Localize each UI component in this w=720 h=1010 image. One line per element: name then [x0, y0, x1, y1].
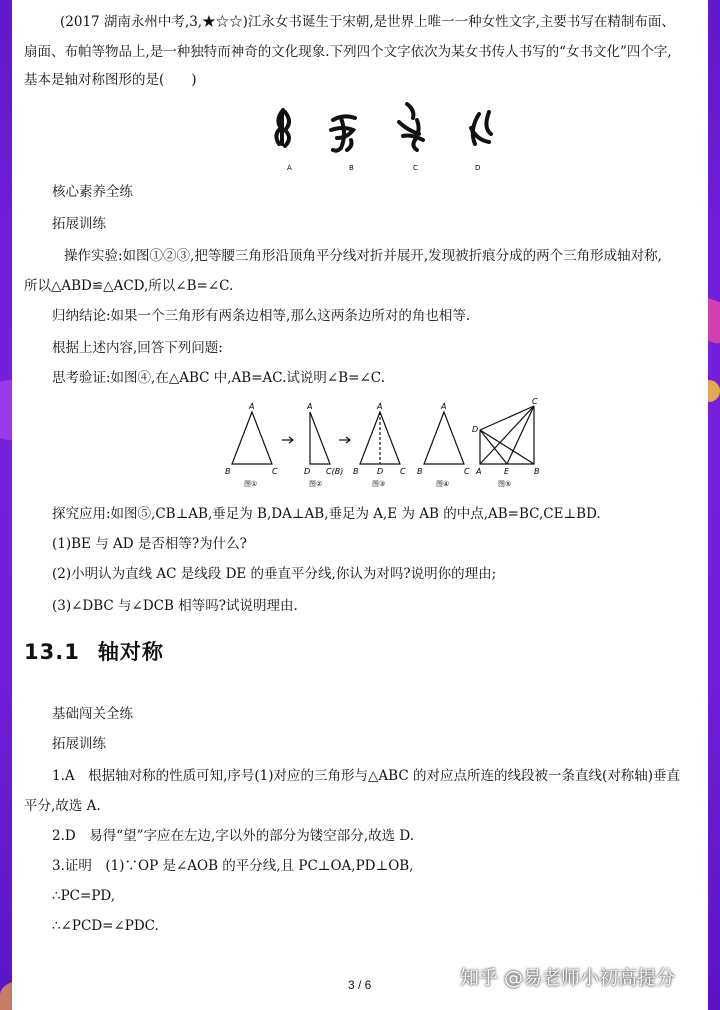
answer-prompt: 根据上述内容,回答下列问题:: [52, 340, 223, 356]
fig4-label-c: C: [464, 467, 470, 476]
fig2-caption: 图②: [309, 480, 323, 488]
fig3-label-a: A: [377, 402, 383, 411]
nushu-char-b: [331, 116, 355, 150]
watermark: 知乎 @易老师小初高提分: [460, 967, 676, 989]
fig2-label-a: A: [307, 402, 313, 411]
fig5-label-b: B: [534, 467, 540, 476]
document-page: [12, 0, 708, 1010]
fig2-label-d: D: [304, 467, 311, 476]
fig3-label-b: B: [353, 467, 359, 476]
question-line-2: 扇面、布帕等物品上,是一种独特而神奇的文化现象.下列四个文字依次为某女书传人书写的“女书文化”四个字,: [24, 44, 672, 60]
answer-1-line-2: 平分,故选 A.: [24, 798, 101, 814]
application-q3: (3)∠DBC 与∠DCB 相等吗?试说明理由.: [52, 598, 298, 614]
application-line-1: 探究应用:如图⑤,CB⊥AB,垂足为 B,DA⊥AB,垂足为 A,E 为 AB 的中点,AB=BC,CE⊥BD.: [52, 506, 601, 522]
section-core-heading: 核心素养全练: [52, 184, 133, 200]
section-extend2-heading: 拓展训练: [52, 736, 106, 752]
fig5-label-e: E: [504, 467, 510, 476]
choice-label-a: A: [287, 164, 292, 172]
fig4-caption: 图④: [436, 480, 450, 488]
fig1-label-c: C: [272, 467, 278, 476]
question-line-1: (2017 湖南永州中考,3,★☆☆)江永女书诞生于宋朝,是世界上唯一一种女性文字,主要书写在精制布面、: [60, 14, 675, 30]
chapter-number: 13.1: [24, 640, 80, 664]
chapter-heading: [24, 636, 182, 666]
nushu-char-a: [276, 110, 289, 146]
triangle-figures: [222, 396, 552, 496]
question-line-3: 基本是轴对称图形的是( ): [24, 72, 197, 88]
experiment-line-1: 操作实验:如图①②③,把等腰三角形沿顶角平分线对折并展开,发现被折痕分成的两个三角形成轴对称,: [64, 248, 662, 264]
fig5-label-c: C: [532, 397, 538, 406]
page-number: 3 / 6: [348, 978, 372, 992]
answer-2: 2.D 易得“望”字应在左边,字以外的部分为镂空部分,故选 D.: [52, 828, 415, 844]
fig1-label-a: A: [249, 402, 255, 411]
choice-label-c: C: [413, 164, 418, 172]
section-basic-heading: 基础闯关全练: [52, 706, 133, 722]
chapter-title: 轴对称: [97, 640, 164, 664]
choice-label-b: B: [349, 164, 354, 172]
experiment-line-2: 所以△ABD≌△ACD,所以∠B=∠C.: [24, 278, 234, 294]
answer-3-line-1: 3.证明 (1)∵OP 是∠AOB 的平分线,且 PC⊥OA,PD⊥OB,: [52, 858, 414, 874]
application-q2: (2)小明认为直线 AC 是线段 DE 的垂直平分线,你认为对吗?说明你的理由;: [52, 566, 497, 582]
answer-1-line-1: 1.A 根据轴对称的性质可知,序号(1)对应的三角形与△ABC 的对应点所连的线段被一条直线(对称轴)垂直: [52, 768, 680, 784]
section-extend-heading: 拓展训练: [52, 216, 106, 232]
fig3-caption: 图③: [372, 480, 386, 488]
answer-3-line-2: ∴PC=PD,: [52, 888, 116, 904]
application-q1: (1)BE 与 AD 是否相等?为什么?: [52, 536, 247, 552]
fig4-label-b: B: [417, 467, 423, 476]
fig5-label-d: D: [472, 425, 479, 434]
nushu-char-d: [471, 112, 491, 144]
fig2-label-cb: C(B): [326, 467, 344, 476]
nushu-char-c: [399, 104, 423, 150]
fig3-label-c: C: [400, 467, 406, 476]
answer-3-line-3: ∴∠PCD=∠PDC.: [52, 918, 159, 934]
fig1-label-b: B: [225, 467, 231, 476]
verify-text: 思考验证:如图④,在△ABC 中,AB=AC.试说明∠B=∠C.: [52, 370, 385, 386]
choice-label-d: D: [475, 164, 481, 172]
conclusion-text: 归纳结论:如果一个三角形有两条边相等,那么这两条边所对的角也相等.: [52, 308, 471, 324]
fig3-label-d: D: [377, 467, 384, 476]
fig1-caption: 图①: [244, 480, 258, 488]
fig4-label-a: A: [441, 402, 447, 411]
fig5-label-a: A: [476, 467, 482, 476]
nushu-characters-figure: [267, 100, 497, 178]
fig5-caption: 图⑤: [498, 480, 512, 488]
